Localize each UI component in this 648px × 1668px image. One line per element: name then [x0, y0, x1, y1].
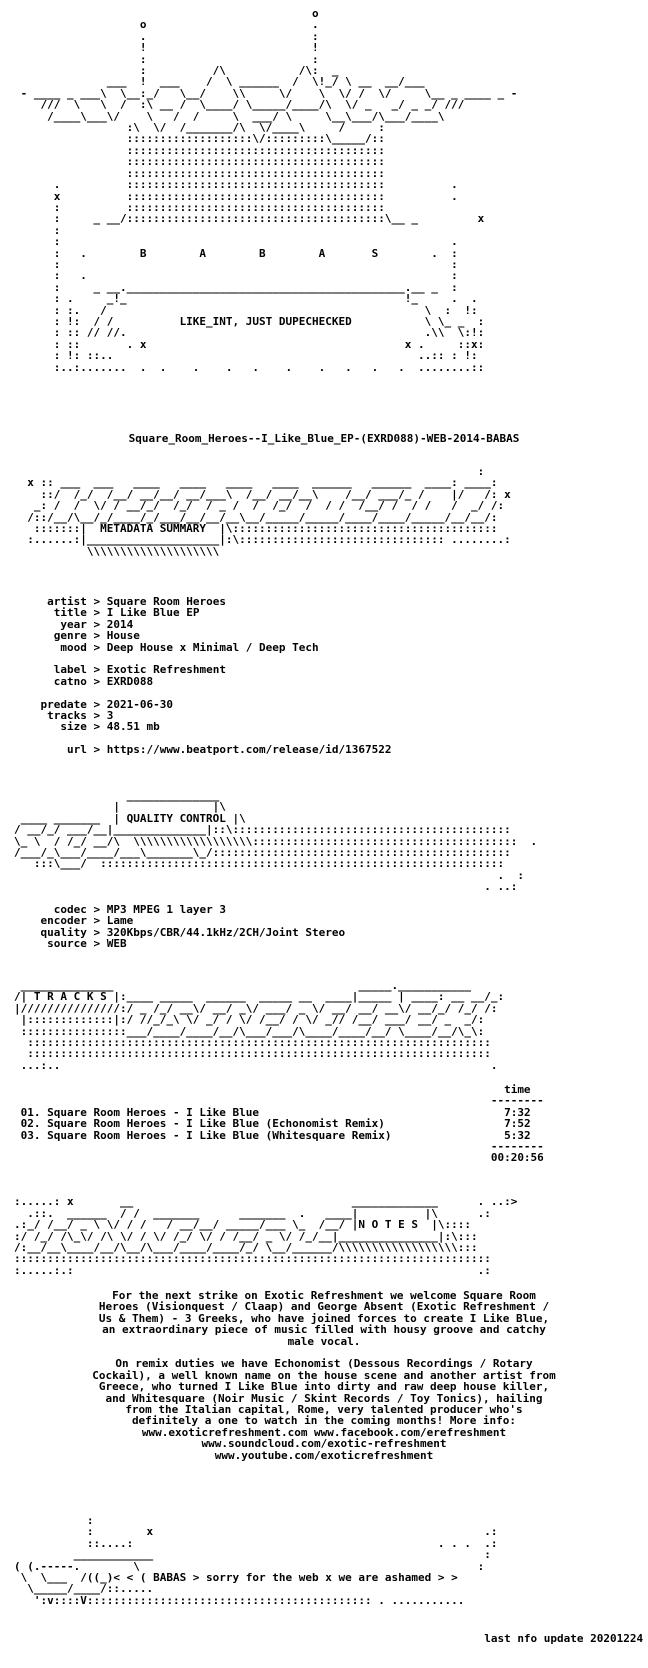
- field-value: 2021-06-30: [106, 697, 173, 711]
- field-separator: >: [86, 914, 107, 928]
- field-key: catno: [14, 674, 87, 688]
- field-row: [14, 937, 127, 950]
- track-time: 7:32: [259, 1105, 531, 1119]
- field-separator: >: [86, 674, 107, 688]
- field-separator: >: [86, 937, 107, 951]
- field-value: WEB: [106, 937, 127, 951]
- track-number-and-name: 03. Square Room Heroes - I Like Blue (Whitesquare Remix): [14, 1128, 392, 1142]
- field-row: [14, 641, 319, 654]
- track-time: 7:52: [384, 1117, 531, 1131]
- field-separator: >: [86, 925, 107, 939]
- field-separator: >: [86, 606, 107, 620]
- field-value: Deep House x Minimal / Deep Tech: [106, 640, 319, 654]
- field-key: title: [14, 606, 87, 620]
- field-key: mood: [14, 640, 87, 654]
- field-row: [14, 720, 160, 733]
- field-key: size: [14, 720, 87, 734]
- field-separator: >: [86, 709, 107, 723]
- field-key: quality: [14, 925, 87, 939]
- field-separator: >: [86, 743, 107, 757]
- field-separator: >: [86, 720, 107, 734]
- babas-logo-ascii-art: o o . . : ! ! : : : /\ /\: _ ___ ! ___ / \ ______ / \!_/ \ __ __/___ - ____ _ ___\ \__:_/ \__/ \\ \/ \ \/ / \/ \__ _ ____ _ - /// \ \ / :\ __ / \____/ \_____/____/\ \/ _ _/ _ _/ /// /____\___\/ \ / / \ ___/ \ \__\___/\___/____\ :\ \/ /_______/\ \/____\ / : :::::::::::::::::::\/:::::::::\_____/:: ::::::::::::::::::::::::::::::::::::::: ::::::::::::::::::::::::::::::::::::::: ::::::::::::::::::::::::::::::::::::::: . ::::::::::::::::::::::::::::::::::::::: . x ::::::::::::::::::::::::::::::::::::::: . : ::::::::::::::::::::::::::::::::::::::: : _ __/:::::::::::::::::::::::::::::::::::::::\__ _ x : : . : . B A B A S . : : : : . : : _ __.__________________________________________.__ _ : : . _!_ !_ . . : :. / \ : !: : !: / / LIKE_INT, JUST DUPECHECKED \ \_ _ : : :: // //. .\\ \:!: : :: . x x . ::x: : !: ::.. ..:: : !: :..:....... . . . . . . . . . . ........::: [20, 7, 518, 374]
- field-key: encoder: [14, 914, 87, 928]
- release-notes-text: For the next strike on Exotic Refreshment we welcome Square Room Heroes (Visionquest / Claap) and George Absent (Exotic Refreshment / Us & Them) - 3 Greeks, who have joined forces to create I Like Blue, an extraordinary piece of music filled with housy groove and catchy male vocal. On remix duties we have Echonomist (Dessous Recordings / Rotary Cockail), a well known name on the house scene and another artist from Greece, who turned I Like Blue into dirty and raw deep house killer, and Whitesquare (Noir Music / Skint Records / Toy Tonics), hailing from the Italian capital, Rome, very talented producer who's definitely a one to watch in the coming months! More info: www.exoticrefreshment.com www.facebook.com/erefreshment www.soundcloud.com/exotic-refreshment www.youtube.com/exoticrefreshment: [92, 1289, 556, 1462]
- metadata-summary-banner: : x :: ___ ___ ____ ____ ____ ____ ______ ______ ____: ____: ::/ /_/ /__/ __/__/ __/___\ /__/ __/__\ /__/ ___/_ / |/ /: x _: / / \/ / __/_/ /_/ / _ / / /_/ / / / /__/ / / / / _/ /: /::/__/\__/_/____/_/___/__/__/__\__/_____/_____/____/____/_____/__/__/: :::::::| METADATA SUMMARY |\:::::::::::::::::::::::::::::::::::::::: :......:|____________________|:\::::::::::::::::::::::::::::::: ........: \\\\\\\\\\\\\\\\\\\\: [27, 465, 511, 558]
- notes-banner: :.....: x __ _____________ . ..:> .::. ______ / / _______ _______ . ____| |\ .: .:_/ /__/ _ \ \/ / / / __/__/ _____/___ \_ /__/ |N O T E S |\:::: :/ /_/ /\_\/ /\ \/ / \/ /_/ \/ / /__/ _ \/ /_/__|_______________|:\::: /:__/__\____/__/\__/\___/____/____/_/ \__/______/\\\\\\\\\\\\\\\\\\::: :::::::::::::::::::::::::::::::::::::::::::::::::::::::::::::::::::::::: :.....:.: .:: [14, 1195, 518, 1277]
- field-separator: >: [86, 595, 107, 608]
- field-value: EXRD088: [106, 674, 154, 688]
- babas-footer-ascii-art: : : x .: ::....: . . . .: ____________ : ( (.-----. \ : \ \___ /((_)< < ( BABAS > sorry for the web x we are ashamed > > \_____/____/::..... ':v::::V::::::::::::::::::::::::::::::::::::::::::: . ...........: [14, 1514, 498, 1607]
- field-row: [14, 743, 392, 756]
- field-key: codec: [14, 903, 87, 916]
- field-separator: >: [86, 663, 107, 677]
- track-number-and-name: 02. Square Room Heroes - I Like Blue (Echonomist Remix): [14, 1117, 385, 1131]
- field-key: genre: [14, 629, 87, 643]
- field-key: tracks: [14, 709, 87, 723]
- tracklist: [14, 1084, 544, 1164]
- field-value: 3: [106, 709, 114, 723]
- field-separator: >: [86, 617, 107, 631]
- field-value: I Like Blue EP: [106, 606, 200, 620]
- field-separator: >: [86, 640, 107, 654]
- field-value: https://www.beatport.com/release/id/1367522: [106, 743, 392, 757]
- field-value: House: [106, 629, 140, 643]
- metadata-field-list: [14, 596, 392, 756]
- release-name: Square_Room_Heroes--I_Like_Blue_EP-(EXRD088)-WEB-2014-BABAS: [128, 432, 520, 445]
- field-key: artist: [14, 595, 87, 608]
- tracks-divider: --------: [14, 1094, 544, 1108]
- tracks-time-header: time: [14, 1083, 531, 1096]
- field-value: 320Kbps/CBR/44.1kHz/2CH/Joint Stereo: [106, 925, 346, 939]
- field-value: Square Room Heroes: [106, 595, 226, 608]
- field-value: 2014: [106, 617, 134, 631]
- track-number-and-name: 01. Square Room Heroes - I Like Blue: [14, 1105, 260, 1119]
- field-value: MP3 MPEG 1 layer 3: [106, 903, 226, 916]
- track-time: 5:32: [391, 1128, 531, 1142]
- field-separator: >: [86, 629, 107, 643]
- field-separator: >: [86, 903, 107, 916]
- last-update-line: last nfo update 20201224: [14, 1632, 644, 1645]
- field-value: Lame: [106, 914, 134, 928]
- field-separator: >: [86, 697, 107, 711]
- field-value: 48.51 mb: [106, 720, 160, 734]
- field-key: url: [14, 743, 87, 757]
- quality-field-list: [14, 904, 345, 950]
- field-row: [14, 675, 153, 688]
- tracks-divider: --------: [14, 1140, 544, 1154]
- field-key: source: [14, 937, 87, 951]
- field-value: Exotic Refreshment: [106, 663, 226, 677]
- field-key: predate: [14, 697, 87, 711]
- quality-control-banner: ______________ | |\ ____ _______ | QUALITY CONTROL |\ / __/_/ ___/__|______________|::\:::::::::::::::::::::::::::::::::::::::::: \_ \ / /_/ __/\ \\\\\\\\\\\\\\\\\\:::::::::::::::::::::::::::::::::::::::: . /___/_\___/____/___\_______\_/::::::::::::::::::::::::::::::::::::::::::::: :::\___/ ::::::::::::::::::::::::::::::::::::::::::::::::::::::::::::: . : . ..:: [14, 789, 538, 894]
- field-key: label: [14, 663, 87, 677]
- tracks-total-time: 00:20:56: [14, 1151, 544, 1165]
- tracks-banner: ______________ _____.___________ /| T R A C K S |:____ _____ ______ _____ __ ____|_____ | ____: __ __/_: |///////////////:/ _ /_/ __\/ __/ _\/ ___/ _ \/ __/ __/ __\/ __/_/ /_/ /: |:::::::::::::|:/ //_/_\ \/ _/ / \/ /__/ / \/ _// /__/ ___/ __/ _ _/: ::::::::::::::::___/____/____/__/\___/___/\____/____/__/ \____/__/\_\: :::::::::::::::::::::::::::::::::::::::::::::::::::::::::::::::::::::: :::::::::::::::::::::::::::::::::::::::::::::::::::::::::::::::::::::: ...:.. .: [14, 979, 505, 1072]
- field-key: year: [14, 617, 87, 631]
